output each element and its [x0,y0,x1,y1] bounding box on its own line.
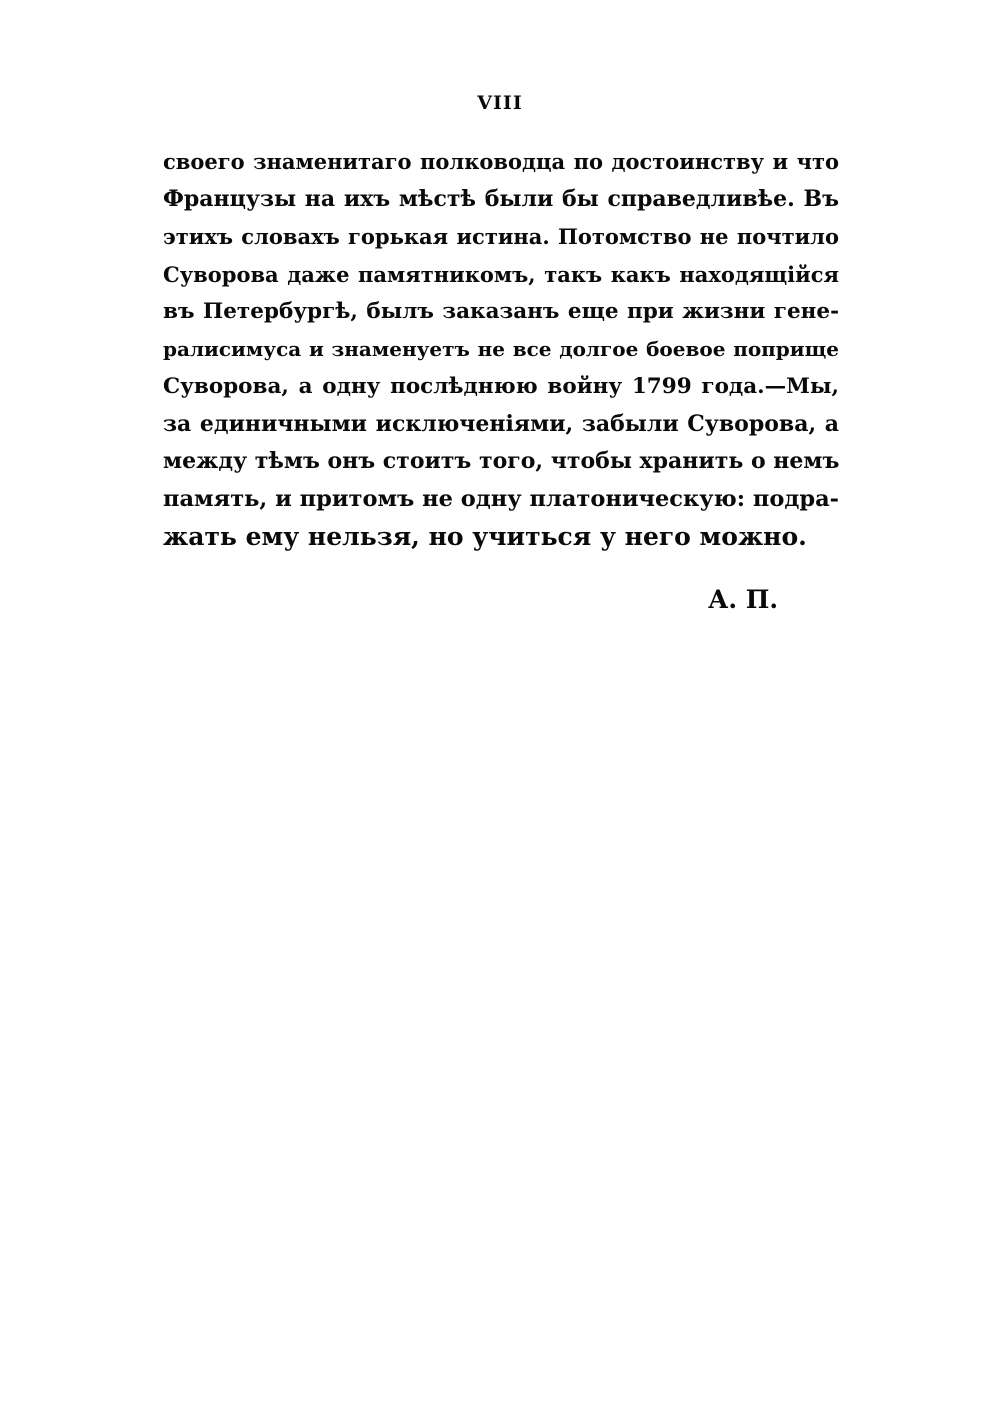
text-line: своего знаменитаго полководца по достоинству и что [163,149,839,174]
text-line: Суворова даже памятникомъ, такъ какъ находящійся [163,261,839,287]
text-line: Суворова, а одну послѣднюю войну 1799 года.—Мы, [163,374,839,399]
text-line: въ Петербургѣ, былъ заказанъ еще при жизни гене- [163,299,839,324]
text-line: за единичными исключеніями, забыли Суворова, а [163,410,839,437]
text-line: этихъ словахъ горькая истина. Потомство не почтило [163,224,839,249]
text-line: между тѣмъ онъ стоитъ того, чтобы хранить о немъ [163,448,840,474]
text-line: память, и притомъ не одну платоническую: подра- [163,485,839,512]
author-initials: А. П. [708,585,779,614]
body-paragraph [163,143,839,556]
page-number: VIII [477,92,523,114]
text-line: Французы на ихъ мѣстѣ были бы справедливѣе. Въ [163,185,839,212]
text-line: ралисимуса и знаменуетъ не все долгое боевое поприще [163,336,839,361]
text-line: жать ему нельзя, но учиться у него можно. [163,522,807,551]
